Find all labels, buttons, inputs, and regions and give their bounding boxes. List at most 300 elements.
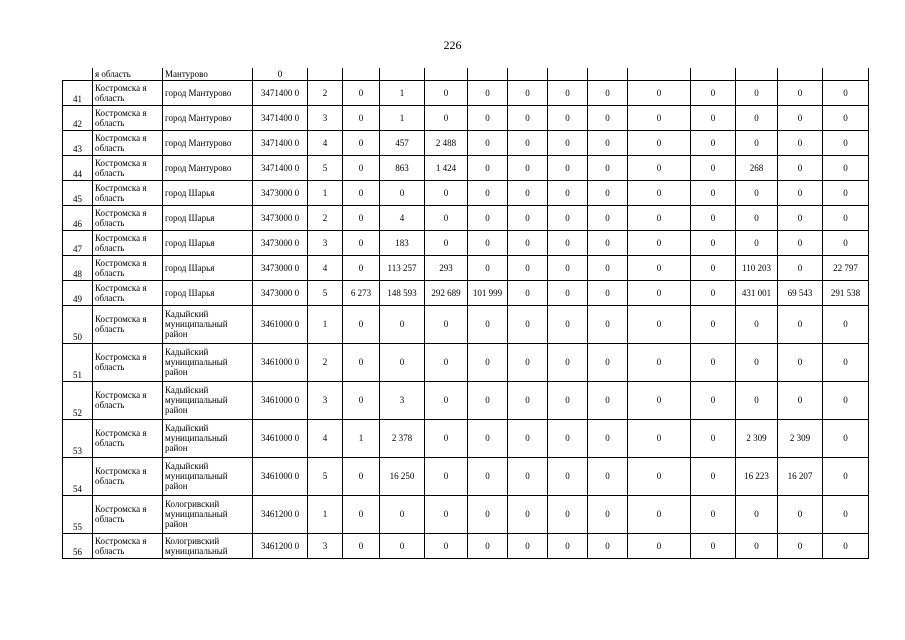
row-number-cell: 47 bbox=[63, 230, 93, 255]
value-cell: 0 bbox=[628, 155, 691, 180]
value-cell: 0 bbox=[588, 343, 628, 381]
municipality-cell: город Мантурово bbox=[163, 130, 253, 155]
value-cell: 0 bbox=[380, 305, 425, 343]
value-cell: 0 bbox=[588, 130, 628, 155]
oktmo-code-cell: 3461200 0 bbox=[253, 495, 308, 533]
oktmo-code-cell: 3471400 0 bbox=[253, 155, 308, 180]
value-cell: 0 bbox=[425, 80, 468, 105]
value-cell: 0 bbox=[628, 381, 691, 419]
value-cell: 0 bbox=[508, 105, 548, 130]
value-cell: 2 bbox=[308, 205, 343, 230]
value-cell: 0 bbox=[736, 533, 778, 558]
value-cell bbox=[380, 68, 425, 80]
value-cell: 0 bbox=[588, 255, 628, 280]
value-cell: 0 bbox=[548, 457, 588, 495]
value-cell: 0 bbox=[778, 105, 823, 130]
value-cell: 2 309 bbox=[778, 419, 823, 457]
value-cell: 0 bbox=[343, 130, 380, 155]
value-cell: 0 bbox=[691, 155, 736, 180]
oktmo-code-cell: 3473000 0 bbox=[253, 230, 308, 255]
value-cell: 0 bbox=[508, 230, 548, 255]
value-cell: 0 bbox=[691, 230, 736, 255]
municipality-cell: Кадыйский муниципальный район bbox=[163, 305, 253, 343]
value-cell: 863 bbox=[380, 155, 425, 180]
value-cell: 0 bbox=[343, 381, 380, 419]
table-row bbox=[63, 343, 869, 381]
value-cell: 0 bbox=[823, 457, 869, 495]
value-cell: 0 bbox=[628, 280, 691, 305]
value-cell bbox=[588, 68, 628, 80]
municipality-cell: город Шарья bbox=[163, 280, 253, 305]
value-cell: 291 538 bbox=[823, 280, 869, 305]
value-cell: 0 bbox=[736, 180, 778, 205]
value-cell: 0 bbox=[548, 155, 588, 180]
value-cell bbox=[736, 68, 778, 80]
value-cell: 0 bbox=[778, 381, 823, 419]
value-cell: 0 bbox=[823, 130, 869, 155]
value-cell: 0 bbox=[508, 255, 548, 280]
value-cell: 3 bbox=[308, 105, 343, 130]
value-cell: 6 273 bbox=[343, 280, 380, 305]
value-cell: 0 bbox=[691, 255, 736, 280]
value-cell: 0 bbox=[468, 495, 508, 533]
value-cell: 0 bbox=[468, 205, 508, 230]
value-cell: 0 bbox=[343, 105, 380, 130]
value-cell: 0 bbox=[691, 180, 736, 205]
oktmo-code-cell: 3461000 0 bbox=[253, 305, 308, 343]
value-cell: 3 bbox=[308, 533, 343, 558]
value-cell: 0 bbox=[736, 80, 778, 105]
region-cell: Костромска я область bbox=[93, 205, 163, 230]
value-cell: 0 bbox=[425, 495, 468, 533]
region-cell: я область bbox=[93, 68, 163, 80]
value-cell: 0 bbox=[343, 495, 380, 533]
table-row bbox=[63, 305, 869, 343]
region-cell: Костромска я область bbox=[93, 130, 163, 155]
value-cell: 0 bbox=[508, 305, 548, 343]
row-number-cell: 55 bbox=[63, 495, 93, 533]
value-cell: 0 bbox=[588, 205, 628, 230]
value-cell bbox=[308, 68, 343, 80]
value-cell: 0 bbox=[588, 305, 628, 343]
value-cell: 1 bbox=[343, 419, 380, 457]
value-cell: 5 bbox=[308, 280, 343, 305]
value-cell: 0 bbox=[628, 419, 691, 457]
municipality-cell: Мантурово bbox=[163, 68, 253, 80]
value-cell: 1 bbox=[308, 180, 343, 205]
value-cell: 0 bbox=[343, 255, 380, 280]
oktmo-code-cell: 3471400 0 bbox=[253, 105, 308, 130]
value-cell: 0 bbox=[691, 495, 736, 533]
oktmo-code-cell: 3461000 0 bbox=[253, 381, 308, 419]
municipality-cell: город Шарья bbox=[163, 230, 253, 255]
value-cell bbox=[343, 68, 380, 80]
value-cell bbox=[548, 68, 588, 80]
municipality-cell: город Мантурово bbox=[163, 105, 253, 130]
value-cell: 0 bbox=[468, 255, 508, 280]
region-cell: Костромска я область bbox=[93, 533, 163, 558]
value-cell: 0 bbox=[425, 419, 468, 457]
value-cell: 4 bbox=[308, 130, 343, 155]
value-cell: 0 bbox=[691, 80, 736, 105]
value-cell: 0 bbox=[691, 280, 736, 305]
region-cell: Костромска я область bbox=[93, 255, 163, 280]
value-cell: 0 bbox=[778, 343, 823, 381]
value-cell: 0 bbox=[588, 280, 628, 305]
municipality-cell: Кадыйский муниципальный район bbox=[163, 419, 253, 457]
value-cell: 16 207 bbox=[778, 457, 823, 495]
value-cell: 0 bbox=[628, 80, 691, 105]
value-cell: 0 bbox=[628, 255, 691, 280]
value-cell: 0 bbox=[468, 419, 508, 457]
value-cell: 0 bbox=[468, 533, 508, 558]
value-cell: 0 bbox=[508, 205, 548, 230]
value-cell: 0 bbox=[778, 305, 823, 343]
value-cell: 2 bbox=[308, 343, 343, 381]
value-cell: 0 bbox=[468, 105, 508, 130]
row-number-cell: 44 bbox=[63, 155, 93, 180]
value-cell: 0 bbox=[468, 130, 508, 155]
table-row bbox=[63, 105, 869, 130]
value-cell: 0 bbox=[548, 343, 588, 381]
value-cell: 0 bbox=[508, 280, 548, 305]
value-cell: 0 bbox=[823, 155, 869, 180]
value-cell: 0 bbox=[548, 280, 588, 305]
value-cell: 16 223 bbox=[736, 457, 778, 495]
row-number-cell: 54 bbox=[63, 457, 93, 495]
row-number-cell: 41 bbox=[63, 80, 93, 105]
value-cell: 22 797 bbox=[823, 255, 869, 280]
value-cell: 0 bbox=[823, 105, 869, 130]
value-cell: 0 bbox=[778, 155, 823, 180]
value-cell: 268 bbox=[736, 155, 778, 180]
value-cell: 0 bbox=[628, 230, 691, 255]
value-cell: 0 bbox=[628, 457, 691, 495]
table-row bbox=[63, 280, 869, 305]
municipality-cell: город Шарья bbox=[163, 255, 253, 280]
value-cell: 2 bbox=[308, 80, 343, 105]
value-cell: 1 bbox=[308, 495, 343, 533]
row-number-cell: 53 bbox=[63, 419, 93, 457]
value-cell: 0 bbox=[736, 343, 778, 381]
value-cell: 0 bbox=[548, 105, 588, 130]
value-cell: 0 bbox=[380, 533, 425, 558]
value-cell: 0 bbox=[736, 130, 778, 155]
value-cell: 0 bbox=[823, 533, 869, 558]
value-cell bbox=[691, 68, 736, 80]
value-cell: 0 bbox=[823, 180, 869, 205]
municipality-cell: Кологривский муниципальный bbox=[163, 533, 253, 558]
row-number-cell: 42 bbox=[63, 105, 93, 130]
region-cell: Костромска я область bbox=[93, 419, 163, 457]
value-cell: 457 bbox=[380, 130, 425, 155]
region-cell: Костромска я область bbox=[93, 105, 163, 130]
value-cell: 0 bbox=[691, 130, 736, 155]
value-cell: 0 bbox=[425, 381, 468, 419]
value-cell: 0 bbox=[425, 305, 468, 343]
value-cell: 0 bbox=[468, 305, 508, 343]
value-cell: 3 bbox=[308, 381, 343, 419]
municipality-cell: Кологривский муниципальный район bbox=[163, 495, 253, 533]
region-cell: Костромска я область bbox=[93, 155, 163, 180]
value-cell: 0 bbox=[425, 205, 468, 230]
value-cell: 0 bbox=[468, 80, 508, 105]
value-cell: 3 bbox=[380, 381, 425, 419]
value-cell: 0 bbox=[736, 495, 778, 533]
value-cell: 0 bbox=[778, 533, 823, 558]
value-cell: 0 bbox=[468, 230, 508, 255]
value-cell: 0 bbox=[343, 457, 380, 495]
value-cell: 101 999 bbox=[468, 280, 508, 305]
value-cell: 0 bbox=[508, 419, 548, 457]
value-cell: 0 bbox=[425, 533, 468, 558]
value-cell: 0 bbox=[468, 180, 508, 205]
value-cell: 1 424 bbox=[425, 155, 468, 180]
value-cell: 0 bbox=[425, 230, 468, 255]
municipality-cell: город Мантурово bbox=[163, 155, 253, 180]
table-row bbox=[63, 205, 869, 230]
value-cell: 0 bbox=[588, 457, 628, 495]
value-cell: 0 bbox=[548, 255, 588, 280]
value-cell: 0 bbox=[588, 495, 628, 533]
row-number-cell: 52 bbox=[63, 381, 93, 419]
value-cell: 0 bbox=[823, 80, 869, 105]
value-cell: 4 bbox=[308, 255, 343, 280]
value-cell: 113 257 bbox=[380, 255, 425, 280]
value-cell: 0 bbox=[691, 457, 736, 495]
value-cell: 0 bbox=[691, 105, 736, 130]
value-cell: 0 bbox=[548, 533, 588, 558]
value-cell: 0 bbox=[380, 495, 425, 533]
value-cell: 5 bbox=[308, 457, 343, 495]
region-cell: Костромска я область bbox=[93, 495, 163, 533]
table-row bbox=[63, 381, 869, 419]
table-row bbox=[63, 180, 869, 205]
value-cell: 0 bbox=[628, 343, 691, 381]
row-number-cell bbox=[63, 68, 93, 80]
oktmo-code-cell: 3461000 0 bbox=[253, 343, 308, 381]
table-row bbox=[63, 419, 869, 457]
value-cell: 110 203 bbox=[736, 255, 778, 280]
value-cell: 0 bbox=[691, 533, 736, 558]
value-cell: 0 bbox=[508, 533, 548, 558]
value-cell: 148 593 bbox=[380, 280, 425, 305]
value-cell: 0 bbox=[691, 343, 736, 381]
value-cell: 183 bbox=[380, 230, 425, 255]
value-cell: 0 bbox=[508, 343, 548, 381]
oktmo-code-cell: 3471400 0 bbox=[253, 130, 308, 155]
value-cell: 0 bbox=[548, 495, 588, 533]
value-cell: 1 bbox=[308, 305, 343, 343]
value-cell: 0 bbox=[508, 180, 548, 205]
value-cell: 0 bbox=[823, 419, 869, 457]
oktmo-code-cell: 3473000 0 bbox=[253, 205, 308, 230]
table-row bbox=[63, 155, 869, 180]
value-cell bbox=[468, 68, 508, 80]
row-number-cell: 49 bbox=[63, 280, 93, 305]
value-cell: 0 bbox=[823, 305, 869, 343]
value-cell: 2 378 bbox=[380, 419, 425, 457]
table-row bbox=[63, 80, 869, 105]
value-cell: 0 bbox=[736, 105, 778, 130]
value-cell: 0 bbox=[343, 155, 380, 180]
value-cell: 0 bbox=[343, 205, 380, 230]
value-cell: 0 bbox=[588, 533, 628, 558]
value-cell: 0 bbox=[548, 230, 588, 255]
data-table bbox=[62, 68, 869, 559]
value-cell: 0 bbox=[380, 180, 425, 205]
value-cell: 0 bbox=[628, 205, 691, 230]
municipality-cell: город Шарья bbox=[163, 180, 253, 205]
region-cell: Костромска я область bbox=[93, 80, 163, 105]
value-cell: 0 bbox=[508, 130, 548, 155]
region-cell: Костромска я область bbox=[93, 381, 163, 419]
municipality-cell: Кадыйский муниципальный район bbox=[163, 457, 253, 495]
value-cell: 2 309 bbox=[736, 419, 778, 457]
value-cell: 0 bbox=[823, 381, 869, 419]
value-cell: 1 bbox=[380, 80, 425, 105]
value-cell bbox=[628, 68, 691, 80]
value-cell: 0 bbox=[628, 130, 691, 155]
value-cell: 0 bbox=[343, 80, 380, 105]
value-cell: 0 bbox=[468, 457, 508, 495]
municipality-cell: Кадыйский муниципальный район bbox=[163, 381, 253, 419]
value-cell: 0 bbox=[343, 343, 380, 381]
value-cell: 0 bbox=[588, 230, 628, 255]
value-cell: 0 bbox=[425, 105, 468, 130]
value-cell bbox=[823, 68, 869, 80]
value-cell: 0 bbox=[548, 130, 588, 155]
value-cell: 0 bbox=[380, 343, 425, 381]
oktmo-code-cell: 3471400 0 bbox=[253, 80, 308, 105]
value-cell: 0 bbox=[588, 105, 628, 130]
region-cell: Костромска я область bbox=[93, 180, 163, 205]
value-cell: 0 bbox=[548, 80, 588, 105]
region-cell: Костромска я область bbox=[93, 280, 163, 305]
value-cell: 69 543 bbox=[778, 280, 823, 305]
row-number-cell: 43 bbox=[63, 130, 93, 155]
value-cell: 0 bbox=[823, 230, 869, 255]
value-cell: 0 bbox=[823, 343, 869, 381]
value-cell: 0 bbox=[691, 381, 736, 419]
value-cell: 0 bbox=[548, 180, 588, 205]
value-cell: 0 bbox=[823, 205, 869, 230]
value-cell: 0 bbox=[691, 305, 736, 343]
value-cell: 0 bbox=[778, 130, 823, 155]
value-cell: 0 bbox=[343, 180, 380, 205]
table-row bbox=[63, 255, 869, 280]
value-cell: 0 bbox=[778, 205, 823, 230]
region-cell: Костромска я область bbox=[93, 343, 163, 381]
value-cell: 0 bbox=[343, 305, 380, 343]
value-cell: 0 bbox=[691, 419, 736, 457]
value-cell: 0 bbox=[628, 533, 691, 558]
table-row bbox=[63, 230, 869, 255]
row-number-cell: 51 bbox=[63, 343, 93, 381]
value-cell: 0 bbox=[343, 533, 380, 558]
row-number-cell: 46 bbox=[63, 205, 93, 230]
value-cell: 0 bbox=[468, 343, 508, 381]
row-number-cell: 45 bbox=[63, 180, 93, 205]
value-cell: 0 bbox=[588, 381, 628, 419]
value-cell: 0 bbox=[628, 495, 691, 533]
table-row bbox=[63, 457, 869, 495]
row-number-cell: 56 bbox=[63, 533, 93, 558]
value-cell: 0 bbox=[736, 381, 778, 419]
value-cell: 0 bbox=[778, 230, 823, 255]
value-cell: 293 bbox=[425, 255, 468, 280]
municipality-cell: Кадыйский муниципальный район bbox=[163, 343, 253, 381]
value-cell: 0 bbox=[691, 205, 736, 230]
value-cell: 0 bbox=[628, 305, 691, 343]
value-cell: 0 bbox=[508, 381, 548, 419]
value-cell: 16 250 bbox=[380, 457, 425, 495]
value-cell: 0 bbox=[425, 343, 468, 381]
value-cell bbox=[778, 68, 823, 80]
value-cell: 1 bbox=[380, 105, 425, 130]
value-cell: 0 bbox=[588, 155, 628, 180]
row-number-cell: 48 bbox=[63, 255, 93, 280]
value-cell: 0 bbox=[778, 255, 823, 280]
value-cell: 0 bbox=[508, 80, 548, 105]
value-cell: 0 bbox=[588, 80, 628, 105]
table-row bbox=[63, 533, 869, 558]
value-cell: 5 bbox=[308, 155, 343, 180]
value-cell: 0 bbox=[588, 180, 628, 205]
value-cell: 0 bbox=[343, 230, 380, 255]
region-cell: Костромска я область bbox=[93, 457, 163, 495]
value-cell: 0 bbox=[468, 155, 508, 180]
value-cell: 0 bbox=[508, 155, 548, 180]
value-cell: 0 bbox=[823, 495, 869, 533]
value-cell: 0 bbox=[736, 230, 778, 255]
oktmo-code-cell: 3461000 0 bbox=[253, 419, 308, 457]
oktmo-code-cell: 3473000 0 bbox=[253, 280, 308, 305]
municipality-cell: город Мантурово bbox=[163, 80, 253, 105]
value-cell: 0 bbox=[508, 495, 548, 533]
value-cell: 0 bbox=[468, 381, 508, 419]
value-cell: 0 bbox=[628, 105, 691, 130]
municipality-cell: город Шарья bbox=[163, 205, 253, 230]
value-cell: 0 bbox=[736, 305, 778, 343]
table-row bbox=[63, 495, 869, 533]
value-cell: 0 bbox=[548, 205, 588, 230]
value-cell: 4 bbox=[380, 205, 425, 230]
table-row bbox=[63, 130, 869, 155]
value-cell: 0 bbox=[425, 457, 468, 495]
value-cell bbox=[425, 68, 468, 80]
value-cell: 3 bbox=[308, 230, 343, 255]
value-cell: 2 488 bbox=[425, 130, 468, 155]
oktmo-code-cell: 3473000 0 bbox=[253, 255, 308, 280]
oktmo-code-cell: 0 bbox=[253, 68, 308, 80]
value-cell: 0 bbox=[588, 419, 628, 457]
value-cell: 0 bbox=[548, 381, 588, 419]
value-cell: 292 689 bbox=[425, 280, 468, 305]
value-cell: 0 bbox=[628, 180, 691, 205]
oktmo-code-cell: 3473000 0 bbox=[253, 180, 308, 205]
table-row bbox=[63, 68, 869, 80]
value-cell: 431 001 bbox=[736, 280, 778, 305]
row-number-cell: 50 bbox=[63, 305, 93, 343]
oktmo-code-cell: 3461200 0 bbox=[253, 533, 308, 558]
page-number: 226 bbox=[443, 38, 462, 52]
value-cell bbox=[508, 68, 548, 80]
value-cell: 0 bbox=[425, 180, 468, 205]
value-cell: 4 bbox=[308, 419, 343, 457]
region-cell: Костромска я область bbox=[93, 305, 163, 343]
value-cell: 0 bbox=[736, 205, 778, 230]
